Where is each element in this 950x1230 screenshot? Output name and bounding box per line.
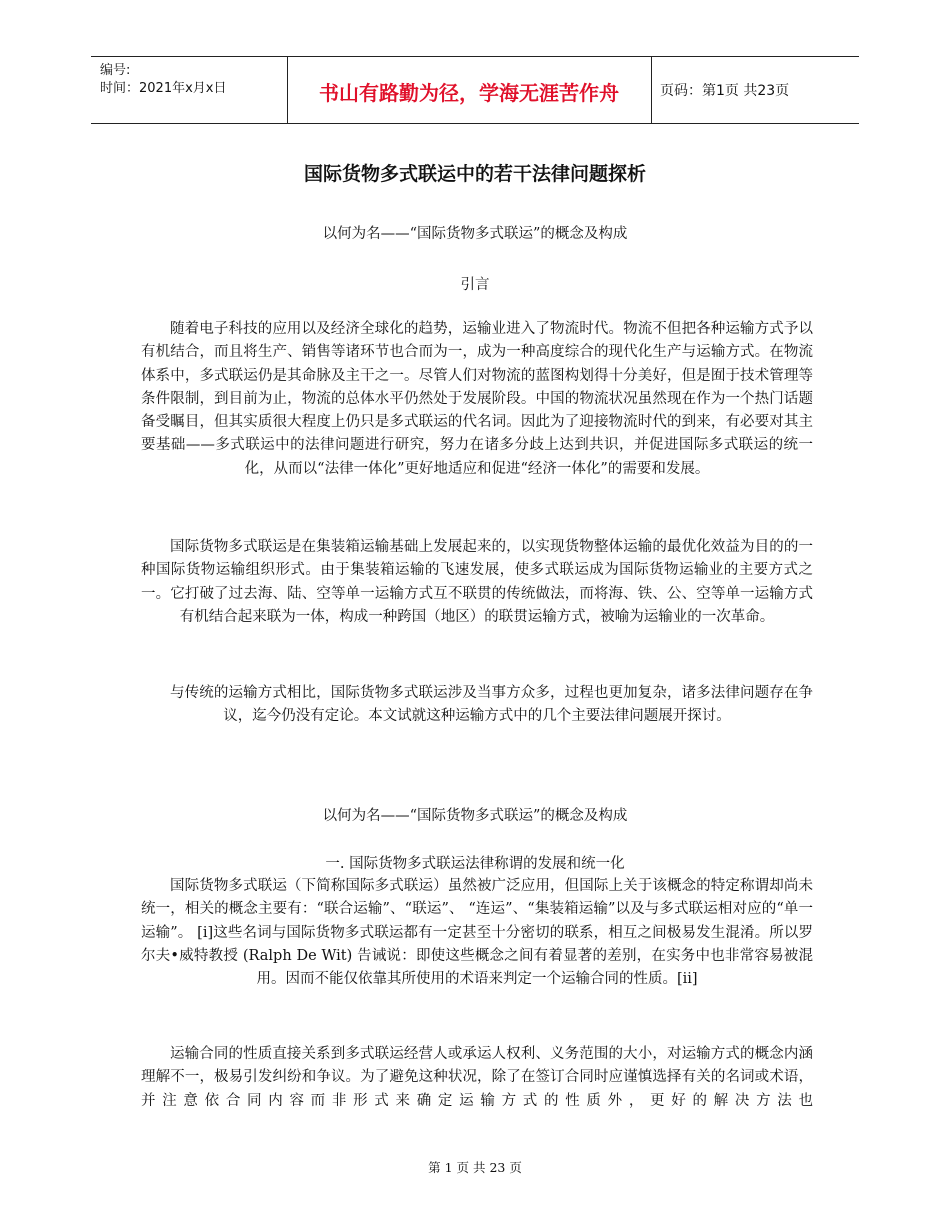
- body-paragraph-2: 运输合同的性质直接关系到多式联运经营人或承运人权利、义务范围的大小，对运输方式的概念内涵理解不一，极易引发纠纷和争议。为了避免这种状况，除了在签订合同时应谨慎选择有关的名词或术语，并注意依合同内容而非形式来确定运输方式的性质外，更好的解决方法也: [141, 1046, 813, 1109]
- header-page-cell: [651, 57, 859, 123]
- header-motto-cell: [287, 57, 652, 123]
- body-paragraph-1: 国际货物多式联运（下简称国际多式联运）虽然被广泛应用，但国际上关于该概念的特定称谓却尚未统一，相关的概念主要有：“联合运输”、“联运”、 “连运”、“集装箱运输”以及与多式联运相对应的“单一运输”。 [i]这些名词与国际货物多式联运都有一定甚至十分密切的联系，相互之间极易发生混淆。所以罗尔夫•威特教授 (Ralph De Wit) 告诫说：即使这些概念之间有着显著的差别，在实务中也非常容易被混用。因而不能仅依靠其所使用的术语来判定一个运输合同的性质。[ii]: [141, 878, 813, 988]
- intro-paragraph-1: 随着电子科技的应用以及经济全球化的趋势，运输业进入了物流时代。物流不但把各种运输方式予以有机结合，而且将生产、销售等诸环节也合而为一，成为一种高度综合的现代化生产与运输方式。在物流体系中，多式联运仍是其命脉及主干之一。尽管人们对物流的蓝图构划得十分美好，但是囿于技术管理等条件限制，到目前为止，物流的总体水平仍然处于发展阶段。中国的物流状况虽然现在作为一个热门话题备受瞩目，但其实质很大程度上仍只是多式联运的代名词。因此为了迎接物流时代的到来，有必要对其主要基础——多式联运中的法律问题进行研究，努力在诸多分歧上达到共识，并促进国际多式联运的统一化，从而以“法律一体化”更好地适应和促进“经济一体化”的需要和发展。: [141, 321, 813, 477]
- intro-paragraph-3: 与传统的运输方式相比，国际货物多式联运涉及当事方众多，过程也更加复杂，诸多法律问题存在争议，迄今仍没有定论。本文试就这种运输方式中的几个主要法律问题展开探讨。: [170, 685, 813, 725]
- section-heading: 以何为名——“国际货物多式联运”的概念及构成: [322, 808, 628, 824]
- page-header: [91, 56, 859, 124]
- subsection-heading: 一. 国际货物多式联运法律称谓的发展和统一化: [325, 856, 625, 872]
- header-page-code: 页码：第1页 共23页: [660, 83, 790, 99]
- document-time-label: 时间：2021年x月x日: [100, 81, 227, 96]
- header-motto: 书山有路勤为径，学海无涯苦作舟: [319, 81, 619, 105]
- document-title: 国际货物多式联运中的若干法律问题探析: [303, 163, 646, 185]
- document-subtitle: 以何为名——“国际货物多式联运”的概念及构成: [322, 226, 628, 242]
- header-meta-cell: [91, 57, 288, 123]
- intro-paragraph-2: 国际货物多式联运是在集装箱运输基础上发展起来的，以实现货物整体运输的最优化效益为目的的一种国际货物运输组织形式。由于集装箱运输的飞速发展，使多式联运成为国际货物运输业的主要方式之一。它打破了过去海、陆、空等单一运输方式互不联贯的传统做法，而将海、铁、公、空等单一运输方式有机结合起来联为一体，构成一种跨国（地区）的联贯运输方式，被喻为运输业的一次革命。: [141, 539, 813, 625]
- page-footer: 第 1 页 共 23 页: [428, 1160, 522, 1175]
- intro-heading: 引言: [460, 277, 490, 293]
- document-number-label: 编号:: [100, 63, 131, 78]
